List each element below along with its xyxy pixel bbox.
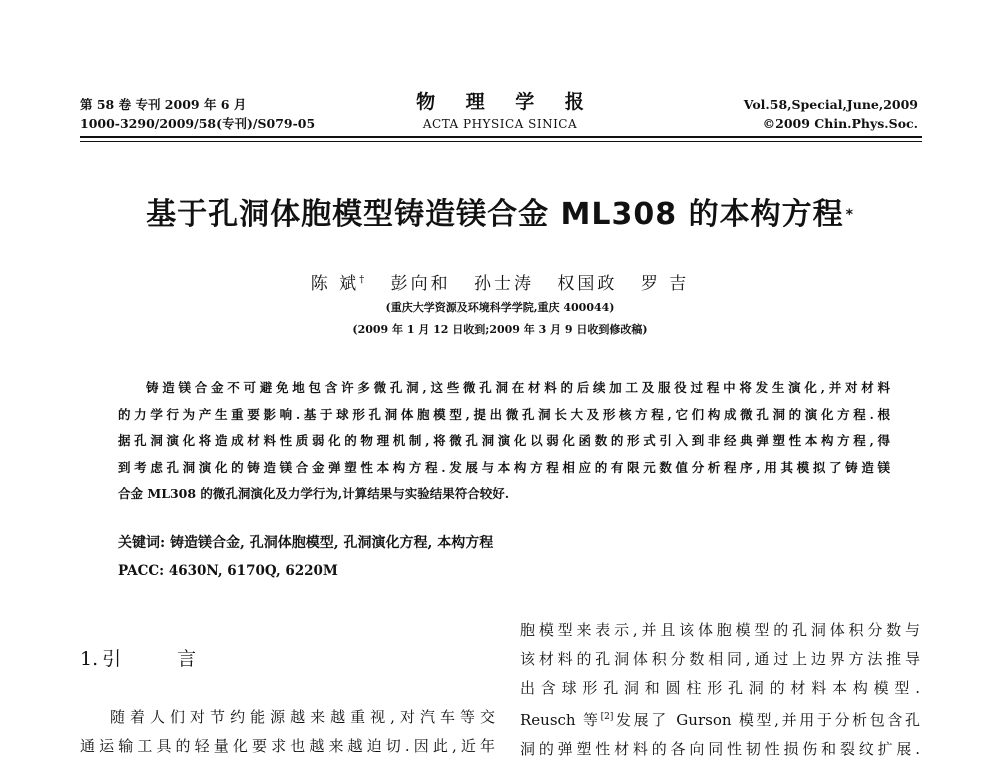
body-text-line: 随着人们对节约能源越来越重视,对汽车等交 bbox=[110, 708, 495, 726]
received-dates: (2009 年 1 月 12 日收到;2009 年 3 月 9 日收到修改稿) bbox=[352, 323, 648, 336]
pacc-codes bbox=[118, 560, 338, 582]
section-title-char: 言 bbox=[177, 648, 197, 670]
body-text-line: 胞模型来表示,并且该体胞模型的孔洞体积分数与 bbox=[520, 621, 920, 639]
body-text-segment: 发展了 Gurson 模型,并用于分析包含孔 bbox=[613, 711, 920, 729]
pacc-label: PACC: bbox=[118, 563, 165, 579]
abstract bbox=[118, 375, 890, 508]
author-name: 罗 吉 bbox=[640, 273, 690, 294]
title-footnote-mark: * bbox=[845, 207, 854, 223]
body-left-column bbox=[80, 703, 495, 761]
body-text-line: 通运输工具的轻量化要求也越来越迫切.因此,近年 bbox=[80, 737, 495, 755]
keywords bbox=[118, 532, 493, 554]
volume-info bbox=[744, 95, 918, 133]
author-name-text: 陈 斌 bbox=[310, 273, 360, 294]
section-title-char: 引 bbox=[102, 648, 122, 670]
body-text-line: 该材料的孔洞体积分数相同,通过上边界方法推导 bbox=[520, 650, 920, 668]
body-right-column bbox=[520, 616, 920, 764]
body-text-line bbox=[520, 703, 920, 735]
author-name: 权国政 bbox=[557, 273, 618, 294]
author-name: 彭向和 bbox=[390, 273, 451, 294]
abstract-line: 的力学行为产生重要影响.基于球形孔洞体胞模型,提出微孔洞长大及形核方程,它们构成微孔洞的演化方程.根 bbox=[118, 406, 890, 422]
issn-line: 1000-3290/2009/58(专刊)/S079-05 bbox=[80, 116, 316, 131]
copyright-line: ©2009 Chin.Phys.Soc. bbox=[762, 116, 918, 131]
body-text-segment: Reusch 等 bbox=[520, 711, 601, 729]
section-number: 1. bbox=[80, 648, 99, 670]
author-name bbox=[311, 274, 367, 294]
abstract-line: 据孔洞演化将造成材料性质弱化的物理机制,将微孔洞演化以弱化函数的形式引入到非经典弹塑性本构方程,得 bbox=[118, 433, 890, 448]
header-rule-thin bbox=[80, 141, 922, 142]
journal-name-cn: 物 理 学 报 bbox=[416, 91, 596, 113]
issue-line: 第 58 卷 专刊 2009 年 6 月 bbox=[80, 97, 247, 112]
author-list bbox=[0, 268, 1000, 296]
author-name: 孙士涛 bbox=[474, 273, 534, 294]
abstract-line: 到考虑孔洞演化的铸造镁合金弹塑性本构方程.发展与本构方程相应的有限元数值分析程序,用其模拟了铸造镁 bbox=[118, 459, 890, 475]
article-title-text: 基于孔洞体胞模型铸造镁合金 ML308 的本构方程 bbox=[146, 197, 844, 232]
abstract-line: 合金 ML308 的微孔洞演化及力学行为,计算结果与实验结果符合较好. bbox=[118, 486, 510, 501]
keywords-label: 关键词: bbox=[118, 535, 166, 551]
journal-name-en: ACTA PHYSICA SINICA bbox=[422, 117, 578, 131]
affiliation: (重庆大学资源及环境科学学院,重庆 400044) bbox=[385, 301, 615, 314]
section-heading bbox=[80, 646, 196, 672]
article-title bbox=[0, 195, 1000, 235]
corresponding-author-mark: † bbox=[359, 274, 368, 285]
keywords-value: 铸造镁合金, 孔洞体胞模型, 孔洞演化方程, 本构方程 bbox=[170, 535, 494, 551]
pacc-value: 4630N, 6170Q, 6220M bbox=[168, 563, 338, 579]
volume-line: Vol.58,Special,June,2009 bbox=[743, 97, 918, 112]
citation-ref: [2] bbox=[600, 712, 614, 722]
header-rule-thick bbox=[80, 136, 922, 138]
abstract-line: 铸造镁合金不可避免地包含许多微孔洞,这些微孔洞在材料的后续加工及服役过程中将发生演化,并对材料 bbox=[146, 380, 890, 395]
body-text-line: 洞的弹塑性材料的各向同性韧性损伤和裂纹扩展. bbox=[520, 740, 920, 758]
body-text-line: 出含球形孔洞和圆柱形孔洞的材料本构模型. bbox=[520, 679, 920, 697]
